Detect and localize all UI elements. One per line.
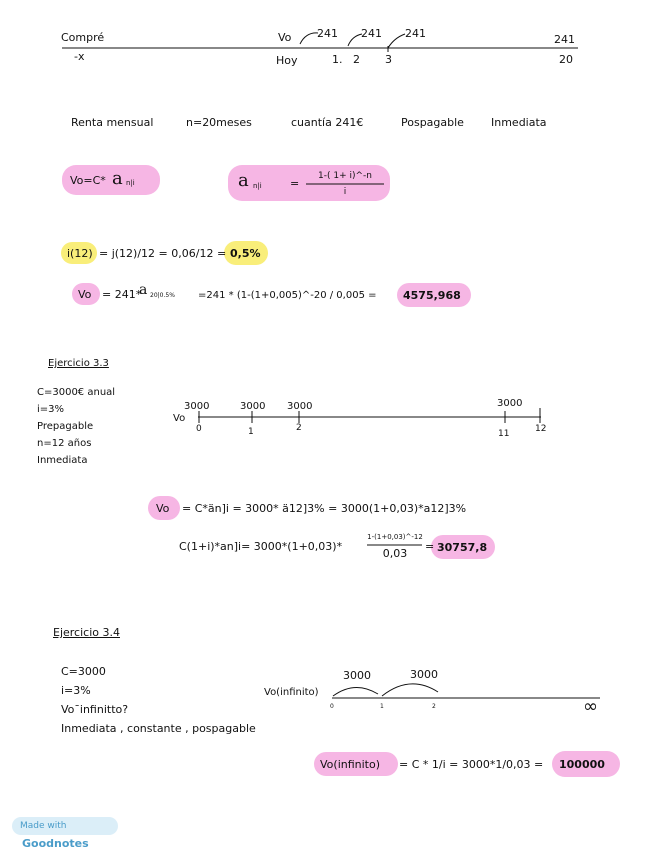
amount-label: 3000 <box>343 669 371 682</box>
tick-label: 1 <box>248 427 254 437</box>
tick-label: 2 <box>353 53 360 66</box>
tick-label: 3 <box>385 53 392 66</box>
vo-label: Vo <box>278 31 292 44</box>
inmediata-text: Inmediata <box>491 116 547 129</box>
badge-made-with: Made with <box>20 821 67 831</box>
vo-expression: = C * 1/i = 3000*1/0,03 = <box>399 758 544 771</box>
c-result: 30757,8 <box>437 541 488 554</box>
c-expression: C(1+i)*an]i= 3000*(1+0,03)* <box>179 540 343 553</box>
given-line: Inmediata <box>37 455 88 466</box>
vo-infinito-text: Vo(infinito) <box>320 758 381 771</box>
tick-label: 12 <box>535 424 547 434</box>
given-line: C=3000 <box>61 665 106 678</box>
pospagable-text: Pospagable <box>401 116 464 129</box>
rate-result: 0,5% <box>230 247 261 260</box>
amount-label: 3000 <box>184 401 210 412</box>
vo-result: 4575,968 <box>403 289 461 302</box>
tick-label: 2 <box>296 423 302 433</box>
section-title: Ejercicio 3.3 <box>48 358 109 369</box>
equals-sign: = <box>425 540 435 553</box>
section-title: Ejercicio 3.4 <box>53 626 120 639</box>
cuantia-text: cuantía 241€ <box>291 116 364 129</box>
amount-label: 241 <box>317 27 338 40</box>
denominator: 0,03 <box>382 547 408 560</box>
given-line: Inmediata , constante , pospagable <box>61 722 256 735</box>
amount-label: 241 <box>554 33 575 46</box>
i12-text: i(12) <box>67 247 93 260</box>
tick-label: 1. <box>332 53 343 66</box>
a-script: a <box>139 282 148 298</box>
compre-label: Compré <box>61 31 105 44</box>
given-line: n=12 años <box>37 438 92 449</box>
vo-text: Vo <box>156 502 170 515</box>
denominator: i <box>343 187 347 197</box>
badge-brand: Goodnotes <box>22 837 89 850</box>
hoy-label: Hoy <box>276 54 298 67</box>
tick-label: 11 <box>498 429 510 439</box>
tick-label: 20 <box>559 53 573 66</box>
renta-text: Renta mensual <box>71 116 154 129</box>
minus-x-label: -x <box>74 50 85 63</box>
a-subscript: 20|0.5% <box>150 292 175 299</box>
vo-expression: = C*än]i = 3000* ä12]3% = 3000(1+0,03)*a12]3% <box>182 502 467 515</box>
n-text: n=20meses <box>186 116 252 129</box>
amount-label: 3000 <box>497 398 523 409</box>
amount-label: 3000 <box>287 401 313 412</box>
a-script: a <box>238 170 249 191</box>
vo-expression: = 241* <box>102 288 142 301</box>
tick-label: 0 <box>330 703 334 710</box>
amount-label: 3000 <box>410 668 438 681</box>
amount-label: 3000 <box>240 401 266 412</box>
equals-sign: = <box>290 177 300 190</box>
rate-expression: = j(12)/12 = 0,06/12 = <box>99 247 227 260</box>
a-script: a <box>112 168 123 189</box>
numerator: 1-( 1+ i)^-n <box>318 171 372 181</box>
tick-label: 1 <box>380 703 384 710</box>
given-line: Vo¯infinitto? <box>61 703 129 716</box>
given-line: Prepagable <box>37 421 94 432</box>
vo-formula-text: Vo=C* <box>70 174 106 187</box>
given-line: C=3000€ anual <box>37 387 116 398</box>
vo-label: Vo <box>173 413 186 424</box>
vo-label: Vo(infinito) <box>264 687 319 698</box>
result-value: 100000 <box>559 758 605 771</box>
given-line: i=3% <box>61 684 91 697</box>
infinity-symbol: ∞ <box>583 696 598 717</box>
a-subscript: n|i <box>126 179 135 187</box>
numerator: 1-(1+0,03)^-12 <box>367 533 423 541</box>
tick-label: 0 <box>196 424 202 434</box>
a-subscript: n|i <box>253 182 262 190</box>
amount-label: 241 <box>405 27 426 40</box>
tick-label: 2 <box>432 703 436 710</box>
vo-text: Vo <box>78 288 92 301</box>
amount-label: 241 <box>361 27 382 40</box>
given-line: i=3% <box>37 404 65 415</box>
vo-expression: =241 * (1-(1+0,005)^-20 / 0,005 = <box>198 290 377 301</box>
